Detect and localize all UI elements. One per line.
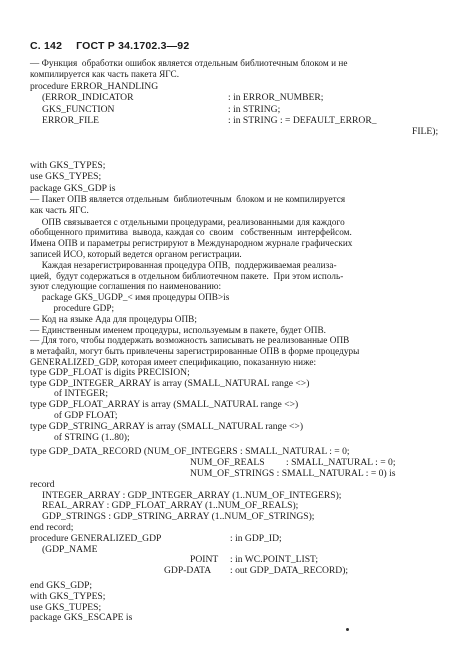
page-body [30, 58, 440, 624]
code-line: package GKS_ESCAPE is [30, 612, 133, 624]
text-line: — Единственным именем процедуры, используемым в пакете, будет ОПВ. [30, 324, 326, 335]
code-line: with GKS_TYPES; [30, 590, 106, 602]
text-line: ОПВ связывается с отдельными процедурами, реализованными для каждого [30, 216, 345, 227]
code-line: package GKS_UGDP_< имя процедуры ОПВ>is [30, 292, 230, 303]
code-line: of STRING (1..80); [30, 431, 130, 443]
text-line: обобщенного примитива вывода, каждая со своим собственным интерфейсом. [30, 227, 352, 238]
code-line: ERROR_FILE [30, 114, 100, 126]
code-line: (ERROR_INDICATOR [30, 92, 134, 104]
code-line: : in ERROR_NUMBER; [228, 92, 324, 104]
code-line: record [30, 478, 55, 490]
code-line: of INTEGER; [30, 388, 109, 400]
code-line: use GKS_TUPES; [30, 601, 102, 613]
code-row [30, 92, 440, 103]
code-line: GKS_FUNCTION [30, 103, 115, 115]
text-line: зуют следующие соглашения по наименованию: [30, 281, 222, 292]
print-speck [346, 628, 349, 631]
standard-code: ГОСТ Р 34.1702.3—92 [76, 40, 190, 52]
code-line: procedure ERROR_HANDLING [30, 80, 159, 92]
code-row [30, 534, 440, 545]
text-line: компилируется как часть пакета ЯГС. [30, 69, 180, 80]
code-line: use GKS_TYPES; [30, 171, 102, 183]
code-line: : SMALL_NATURAL : = 0; [286, 457, 396, 469]
code-line: type GDP_INTEGER_ARRAY is array (SMALL_NATURAL range <>) [30, 377, 310, 389]
code-line: type GDP_DATA_RECORD (NUM_OF_INTEGERS : SMALL_NATURAL : = 0; [30, 446, 350, 458]
code-line: NUM_OF_STRINGS : SMALL_NATURAL : = 0) is [190, 468, 396, 480]
code-line: procedure GDP; [30, 303, 115, 314]
code-line: of GDP FLOAT; [30, 410, 118, 422]
code-row [30, 566, 440, 577]
code-line: type GDP_FLOAT is digits PRECISION; [30, 366, 190, 378]
code-line: NUM_OF_REALS [190, 457, 265, 469]
text-line: цией, будут содержаться в отдельном библиотечном пакете. При этом исполь- [30, 270, 344, 281]
code-row [30, 104, 440, 115]
code-line: : in GDP_ID; [230, 532, 282, 544]
text-line: записей ИСО, который ведется органом регистрации. [30, 249, 242, 260]
page-number: С. 142 [30, 40, 63, 52]
code-line: GDP_STRINGS : GDP_STRING_ARRAY (1..NUM_OF_STRINGS); [30, 511, 315, 523]
code-line: type GDP_FLOAT_ARRAY is array (SMALL_NATURAL range <>) [30, 399, 299, 411]
code-line: : in STRING; [228, 103, 281, 115]
code-line: FILE); [412, 126, 439, 138]
text-line: Имена ОПВ и параметры регистрируют в Международном журнале графических [30, 238, 353, 249]
code-line: procedure GENERALIZED_GDP [30, 532, 162, 544]
code-line: POINT [190, 554, 219, 566]
code-line: : in WC.POINT_LIST; [230, 554, 319, 566]
code-line: end GKS_GDP; [30, 579, 93, 591]
code-line: package GKS_GDP is [30, 182, 116, 194]
code-line: type GDP_STRING_ARRAY is array (SMALL_NATURAL range <>) [30, 420, 304, 432]
text-line: как часть ЯГС. [30, 205, 89, 216]
code-row [30, 126, 440, 137]
code-line: : in STRING : = DEFAULT_ERROR_ [228, 114, 377, 126]
text-line: GENERALIZED_GDP, которая имеет спецификацию, показанную ниже: [30, 357, 317, 368]
text-line: в метафайл, могут быть привлечены зарегистрированные ОПВ в форме процедуры [30, 346, 360, 357]
code-line: REAL_ARRAY : GDP_FLOAT_ARRAY (1..NUM_OF_REALS); [30, 500, 299, 512]
code-line: (GDP_NAME [30, 543, 98, 555]
page-header [30, 40, 189, 52]
text-line: — Код на языке Ада для процедуры ОПВ; [30, 313, 197, 324]
text-line: — Пакет ОПВ является отдельным библиотечным блоком и не компилируется [30, 193, 346, 204]
code-row [30, 115, 440, 126]
code-line: with GKS_TYPES; [30, 159, 106, 171]
text-line: Каждая незарегистрированная процедура ОПВ, поддерживаемая реализа- [30, 259, 337, 270]
code-line: INTEGER_ARRAY : GDP_INTEGER_ARRAY (1..NUM_OF_INTEGERS); [30, 489, 342, 501]
text-line: — Для того, чтобы поддержать возможность записывать не реализованные ОПВ [30, 335, 350, 346]
code-line: end record; [30, 522, 74, 533]
code-line: GDP-DATA [164, 565, 212, 577]
code-row [30, 469, 440, 480]
code-line: : out GDP_DATA_RECORD); [230, 565, 349, 577]
text-line: — Функция обработки ошибок является отдельным библиотечным блоком и не [30, 58, 348, 68]
